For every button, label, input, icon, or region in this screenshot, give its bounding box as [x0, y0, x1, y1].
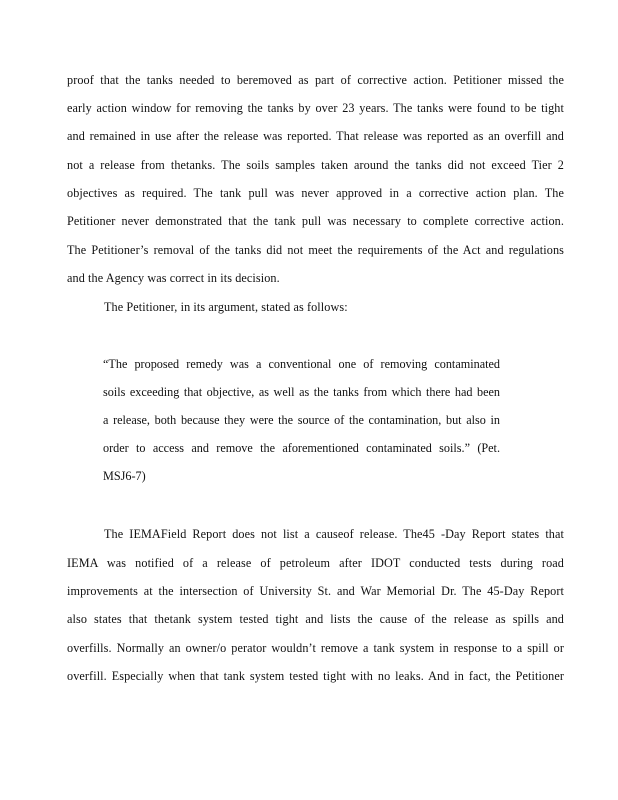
paragraph-line: also states that thetank system tested tight and lists the cause of the release as spills and: [67, 612, 564, 626]
paragraph-line: The Petitioner’s removal of the tanks did not meet the requirements of the Act and regulations: [67, 243, 564, 257]
paragraph-line: proof that the tanks needed to beremoved as part of corrective action. Petitioner missed the: [67, 73, 564, 87]
paragraph-line: IEMA was notified of a release of petroleum after IDOT conducted tests during road: [67, 556, 564, 570]
paragraph-line: not a release from thetanks. The soils samples taken around the tanks did not exceed Tier 2: [67, 158, 564, 172]
quote-line: MSJ6-7): [103, 469, 146, 483]
paragraph-line: Petitioner never demonstrated that the tank pull was necessary to complete corrective action.: [67, 214, 564, 228]
paragraph-line: overfill. Especially when that tank system tested tight with no leaks. And in fact, the Petitioner: [67, 669, 564, 683]
paragraph-line: and the Agency was correct in its decision.: [67, 271, 280, 285]
paragraph-line: early action window for removing the tanks by over 23 years. The tanks were found to be tight: [67, 101, 564, 115]
paragraph-line: and remained in use after the release was reported. That release was reported as an overfill and: [67, 129, 564, 143]
paragraph-line: The Petitioner, in its argument, stated as follows:: [104, 300, 348, 314]
quote-line: order to access and remove the aforementioned contaminated soils.” (Pet.: [103, 441, 500, 455]
quote-line: a release, both because they were the source of the contamination, but also in: [103, 413, 500, 427]
quote-line: soils exceeding that objective, as well as the tanks from which there had been: [103, 385, 500, 399]
paragraph-line: The IEMAField Report does not list a causeof release. The45 -Day Report states that: [104, 527, 564, 541]
quote-line: “The proposed remedy was a conventional one of removing contaminated: [103, 357, 500, 371]
paragraph-line: objectives as required. The tank pull was never approved in a corrective action plan. The: [67, 186, 564, 200]
paragraph-line: improvements at the intersection of University St. and War Memorial Dr. The 45-Day Report: [67, 584, 564, 598]
paragraph-line: overfills. Normally an owner/o perator wouldn’t remove a tank system in response to a spill or: [67, 641, 564, 655]
